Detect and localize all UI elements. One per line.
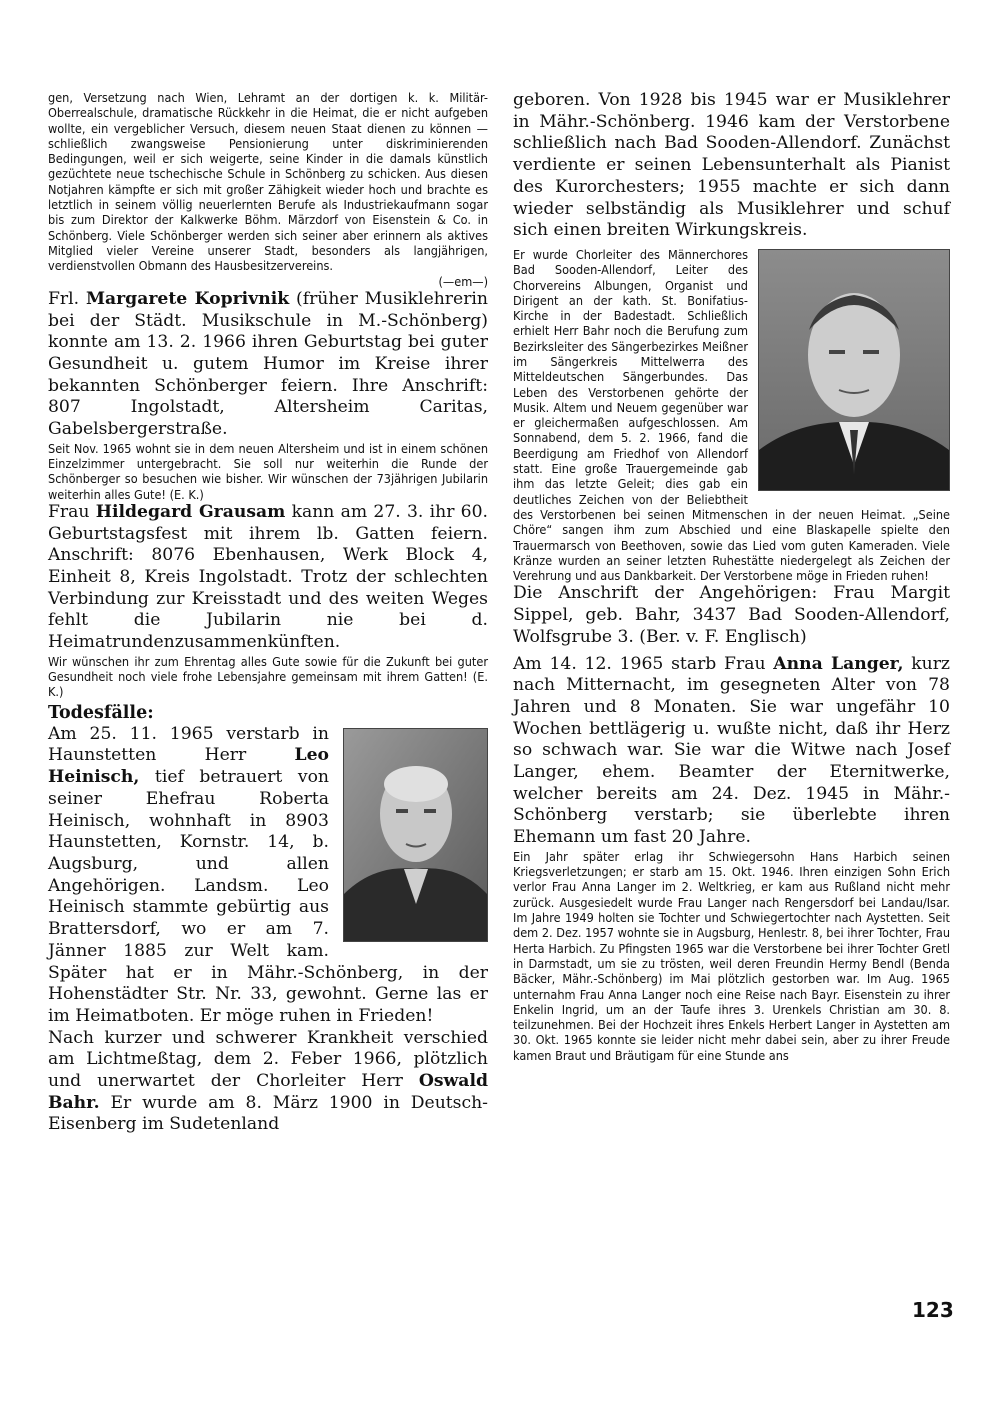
paragraph-bahr-start: Nach kurzer und schwerer Krankheit verschied am Lichtmeßtag, dem 2. Feber 1966, plötzlich und unerwartet der Chorleiter Herr Oswald Bahr. Er wurde am 8. März 1900 in Deutsch-Eisenberg im Sudetenland (48, 1027, 488, 1135)
paragraph-koprivnik: Frl. Margarete Koprivnik (früher Musiklehrerin bei der Städt. Musikschule in M.-Schönberg) konnte am 13. 2. 1966 ihren Geburtstag bei guter Gesundheit u. gutem Humor im Kreise ihrer bekannten Schönberger feiern. Ihre Anschrift: 807 Ingolstadt, Altersheim Caritas, Gabelsbergerstraße. (48, 288, 488, 440)
person-name: Oswald Bahr. (48, 1071, 488, 1113)
person-name: Margarete Koprivnik (85, 288, 290, 309)
paragraph-intro: gen, Versetzung nach Wien, Lehramt an der dortigen k. k. Militär-Oberrealschule, dramatische Rückkehr in die Heimat, die er nicht aufgeben wollte, ein vergeblicher Versuch, diesem neuen Staat dienen zu können — schließlich zwangsweise Pensionierung unter diskriminierenden Bedingungen, weil er sich weigerte, seine Kinder in die damals künstlich gezüchtete neue tschechische Schule in Schönberg zu schicken. Aus diesen Notjahren kämpfte er sich mit großer Zähigkeit wieder hoch und brachte es letztlich in seinem völlig neuerlernten Berufe als Industriekaufmann sogar bis zum Direktor der Kalkwerke Böhm. Märzdorf von Eisenstein & Co. in Schönberg. Viele Schönberger werden sich seiner aber erinnern als aktives Mitglied vieler Vereine unserer Stadt, besonders als langjährigen, verdienstvollen Obmann des Hausbesitzervereins. (48, 90, 488, 274)
paragraph-koprivnik-detail: Seit Nov. 1965 wohnt sie in dem neuen Altersheim und ist in einem schönen Einzelzimmer untergebracht. Sie soll nur weiterhin die Runde der Schönberger so besuchen wie bisher. Wir wünschen der 73jährigen Jubilarin weiterhin alles Gute! (E. K.) (48, 440, 488, 502)
paragraph-relatives-address: Die Anschrift der Angehörigen: Frau Margit Sippel, geb. Bahr, 3437 Bad Sooden-Allendorf, Wolfsgrube 3. (Ber. v. F. Englisch) (513, 583, 950, 647)
portrait-oswald-bahr (758, 249, 950, 491)
paragraph-langer: Am 14. 12. 1965 starb Frau Anna Langer, kurz nach Mitternacht, im gesegneten Alter von 78 Jahren und 8 Monaten. Sie war ungefähr 10 Wochen bettlägerig u. wußte nicht, daß ihr Herz so schwach war. Sie war die Witwe nach Josef Langer, ehem. Beamter der Eternitwerke, welcher bereits am 24. Dez. 1945 in Mähr.-Schönberg verstarb; sie überlebte ihren Ehemann um fast 20 Jahre. (513, 653, 950, 848)
page-number: 123 (912, 1298, 954, 1322)
person-name: Anna Langer, (773, 653, 904, 674)
paragraph-grausam: Frau Hildegard Grausam kann am 27. 3. ihr 60. Geburtstagsfest mit ihrem lb. Gatten feiern. Anschrift: 8076 Ebenhausen, Werk Block 4, Einheit 8, Kreis Ingolstadt. Trotz der schlechten Verbindung zur Kreisstadt und des weiten Weges fehlt die Jubilarin nie bei d. Heimatrundenzusammenkünften. (48, 501, 488, 653)
right-column (513, 90, 950, 1063)
paragraph-bahr-continued: geboren. Von 1928 bis 1945 war er Musiklehrer in Mähr.-Schönberg. 1946 kam der Verstorbene schließlich nach Bad Sooden-Allendorf. Zunächst verdiente er seinen Lebensunterhalt als Pianist des Kurorchesters; 1955 machte er sich dann wieder selbständig als Musiklehrer und schuf sich einen breiten Wirkungskreis. (513, 90, 950, 241)
paragraph-grausam-wishes: Wir wünschen ihr zum Ehrentag alles Gute sowie für die Zukunft bei guter Gesundheit noch viele frohe Lebensjahre gemeinsam mit ihrem Gatten! (E. K.) (48, 653, 488, 700)
portrait-leo-heinisch (343, 728, 488, 942)
left-column (48, 90, 488, 1136)
paragraph-bahr-career: Er wurde Chorleiter des Männerchores Bad Sooden-Allendorf, Leiter des Chorvereins Albungen, Organist und Dirigent an der kath. St. Bonifatius-Kirche in der Badestadt. Schließlich erhielt Herr Bahr noch die Berufung zum Bezirksleiter des Sängerbezirkes Meißner im Sängerkreis Mittelwerra des Mitteldeutschen Sängerbundes. Das Leben des Verstorbenen gehörte der Musik. Altem und Neuem gegenüber war er gleichermaßen aufgeschlossen. Am Sonnabend, dem 5. 2. 1966, fand die Beerdigung am Friedhof von Allendorf statt. Eine große Trauergemeinde gab ihm das letzte Geleit; dies gab ein deutliches Zeichen von der Beliebtheit des Verstorbenen bei seinen Mitmenschen in der neuen Heimat. „Seine Chöre“ sangen ihm zum Abschied und eine Blaskapelle spielte den Trauermarsch von Beethoven, sowie das Lied vom guten Kameraden. Viele Kränze wurden an seiner letzten Ruhestätte niedergelegt als Zeichen der Verehrung und aus Dankbarkeit. Der Verstorbene möge in Frieden ruhen! (513, 246, 950, 584)
person-name: Hildegard Grausam (95, 501, 286, 522)
signature: (—em—) (438, 273, 488, 289)
paragraph-langer-detail: Ein Jahr später erlag ihr Schwiegersohn Hans Harbich seinen Kriegsverletzungen; er starb am 15. Okt. 1946. Ihren einzigen Sohn Erich verlor Frau Anna Langer im 2. Weltkrieg, er kam aus Rußland nicht mehr zurück. Ausgesiedelt wurde Frau Langer nach Rengersdorf bei Landau/Isar. Im Jahre 1949 holten sie Tochter und Schwiegertochter nach Aystetten. Seit dem 2. Dez. 1957 wohnte sie in Augsburg, Henlestr. 8, bei ihrer Tochter, Frau Herta Harbich. Zu Pfingsten 1965 war die Verstorbene bei ihrer Tochter Gretl in Darmstadt, um sie zu trösten, weil deren Freundin Hermy Bendl (Benda Bäcker, Mähr.-Schönberg) im Mai plötzlich gestorben war. Im Aug. 1965 unternahm Frau Anna Langer noch eine Reise nach Bayr. Eisenstein zu ihrer Enkelin Ingrid, um an der Taufe ihres 3. Urenkels Christian am 30. 8. teilzunehmen. Bei der Hochzeit ihres Enkels Herbert Langer in Aystetten am 30. Okt. 1965 konnte sie leider nicht mehr dabei sein, aber zu ihrer Freude kamen Braut und Bräutigam für eine Stunde ans (513, 848, 950, 1063)
section-heading: Todesfälle: (48, 702, 154, 723)
portrait-leo-image (344, 729, 487, 941)
portrait-oswald-image (759, 250, 949, 490)
person-name: Leo Heinisch, (48, 745, 329, 788)
paragraph-heinisch: Am 25. 11. 1965 verstarb in Haunstetten Herr Leo Heinisch, tief betrauert von seiner Ehefrau Roberta Heinisch, wohnhaft in 8903 Haunstetten, Kornstr. 14, b. Augsburg, und allen Angehörigen. Landsm. Leo Heinisch stammte gebürtig aus Brattersdorf, wo er am 7. Jänner 1885 zur Welt kam. Später hat er in Mähr.-Schönberg, in der Hohenstädter Str. Nr. 33, gewohnt. Gerne las er im Heimatboten. Er möge ruhen in Frieden! (48, 723, 488, 1026)
